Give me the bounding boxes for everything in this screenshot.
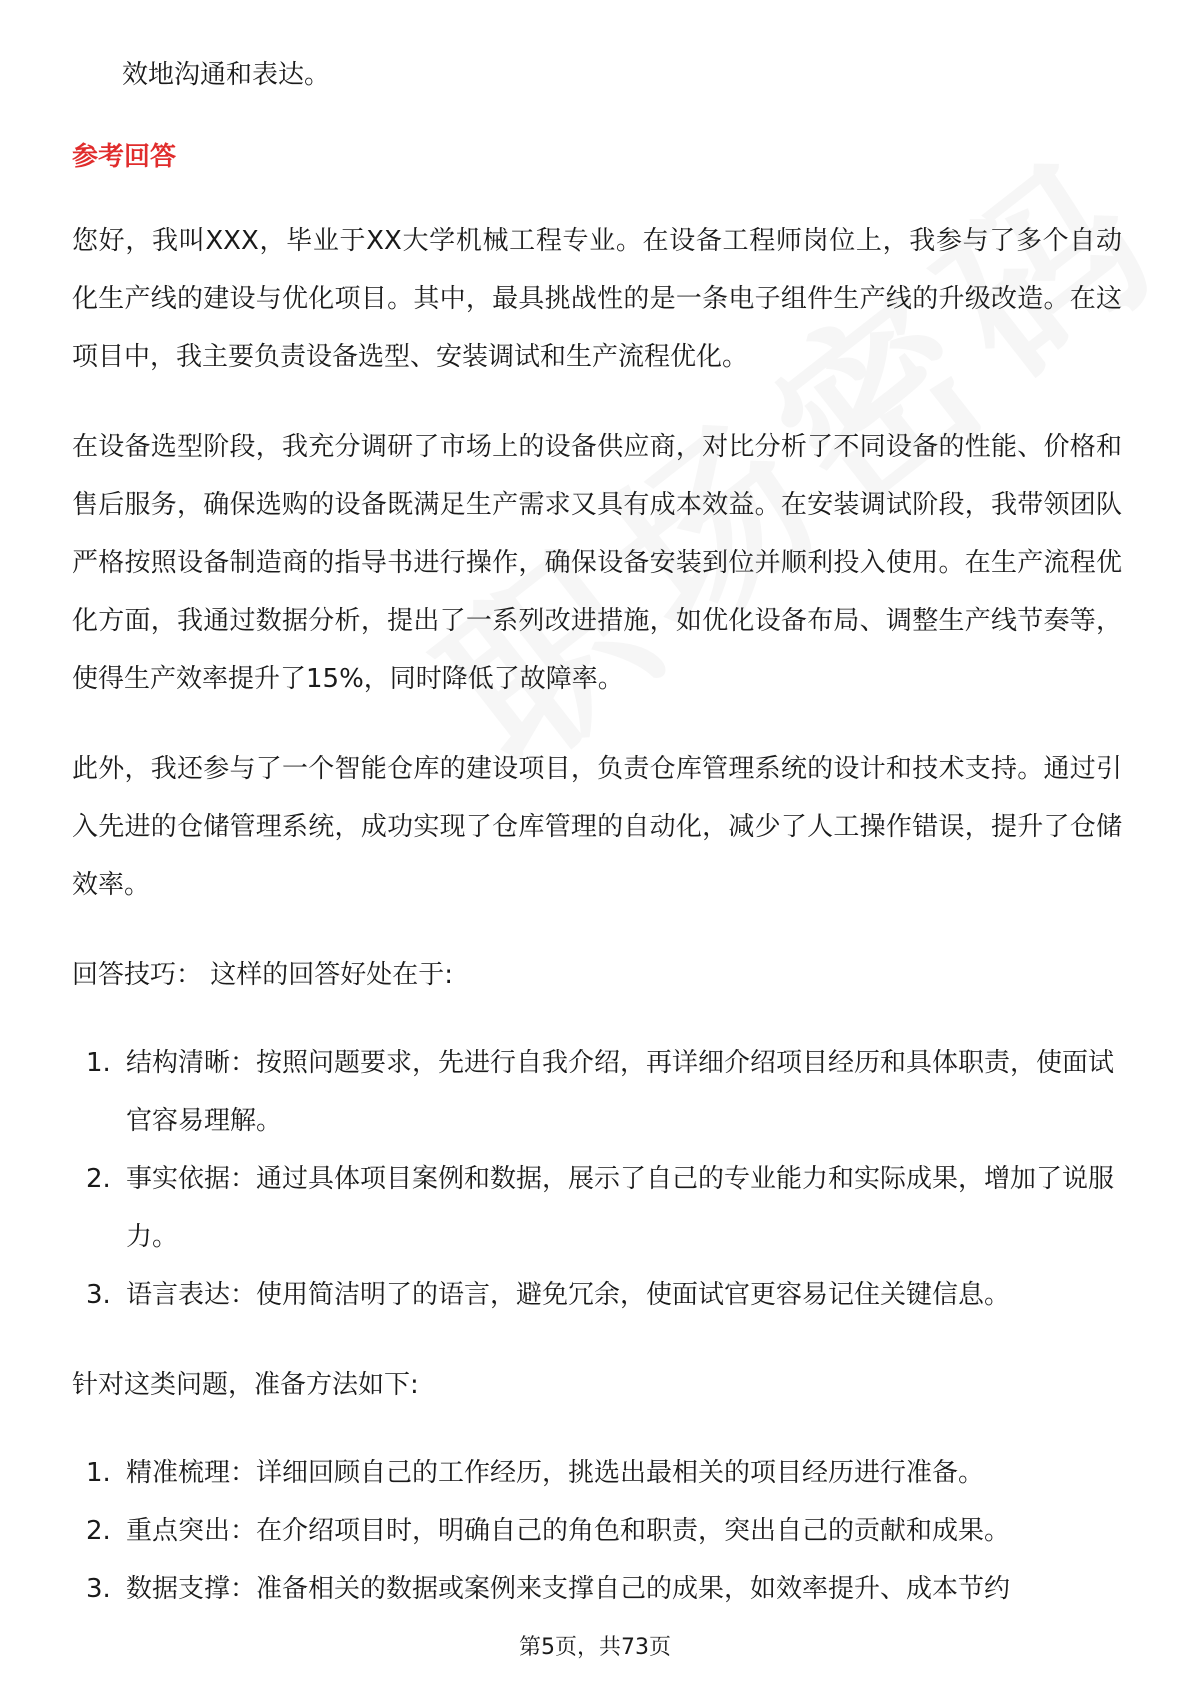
list-item-text: 事实依据：通过具体项目案例和数据，展示了自己的专业能力和实际成果，增加了说服力。 xyxy=(126,1164,1115,1252)
list-item-text: 精准梳理：详细回顾自己的工作经历，挑选出最相关的项目经历进行准备。 xyxy=(126,1458,985,1488)
list-number: 3. xyxy=(86,1574,111,1604)
list-item xyxy=(72,1150,1122,1266)
tips-list xyxy=(72,1034,1122,1324)
list-item xyxy=(72,1560,1122,1618)
answer-paragraph-2: 在设备选型阶段，我充分调研了市场上的设备供应商，对比分析了不同设备的性能、价格和售后服务，确保选购的设备既满足生产需求又具有成本效益。在安装调试阶段，我带领团队严格按照设备制造商的指导书进行操作，确保设备安装到位并顺利投入使用。在生产流程优化方面，我通过数据分析，提出了一系列改进措施，如优化设备布局、调整生产线节奏等，使得生产效率提升了15%，同时降低了故障率。 xyxy=(72,432,1122,694)
list-item-text: 重点突出：在介绍项目时，明确自己的角色和职责，突出自己的贡献和成果。 xyxy=(126,1516,1011,1546)
list-item-text: 结构清晰：按照问题要求，先进行自我介绍，再详细介绍项目经历和具体职责，使面试官容易理解。 xyxy=(126,1048,1115,1136)
list-item xyxy=(72,1266,1122,1324)
list-item xyxy=(72,1502,1122,1560)
list-item-text: 语言表达：使用简洁明了的语言，避免冗余，使面试官更容易记住关键信息。 xyxy=(126,1280,1011,1310)
list-item-text: 数据支撑：准备相关的数据或案例来支撑自己的成果，如效率提升、成本节约 xyxy=(126,1574,1011,1604)
page-footer: 第5页，共73页 xyxy=(519,1635,671,1660)
page-content xyxy=(72,46,1122,1650)
list-item xyxy=(72,1444,1122,1502)
list-number: 3. xyxy=(86,1280,111,1310)
list-number: 1. xyxy=(86,1048,111,1078)
list-number: 2. xyxy=(86,1164,111,1194)
section-heading: 参考回答 xyxy=(72,142,177,172)
answer-paragraph-1: 您好，我叫XXX，毕业于XX大学机械工程专业。在设备工程师岗位上，我参与了多个自动化生产线的建设与优化项目。其中，最具挑战性的是一条电子组件生产线的升级改造。在这项目中，我主要负责设备选型、安装调试和生产流程优化。 xyxy=(72,226,1122,372)
tips-label: 回答技巧： 这样的回答好处在于: xyxy=(72,960,454,990)
list-number: 1. xyxy=(86,1458,111,1488)
answer-paragraph-3: 此外，我还参与了一个智能仓库的建设项目，负责仓库管理系统的设计和技术支持。通过引入先进的仓储管理系统，成功实现了仓库管理的自动化，减少了人工操作错误，提升了仓储效率。 xyxy=(72,754,1122,900)
list-number: 2. xyxy=(86,1516,111,1546)
prep-label: 针对这类问题，准备方法如下: xyxy=(72,1370,419,1400)
list-item xyxy=(72,1034,1122,1150)
continuation-line: 效地沟通和表达。 xyxy=(122,60,331,90)
prep-list xyxy=(72,1444,1122,1618)
